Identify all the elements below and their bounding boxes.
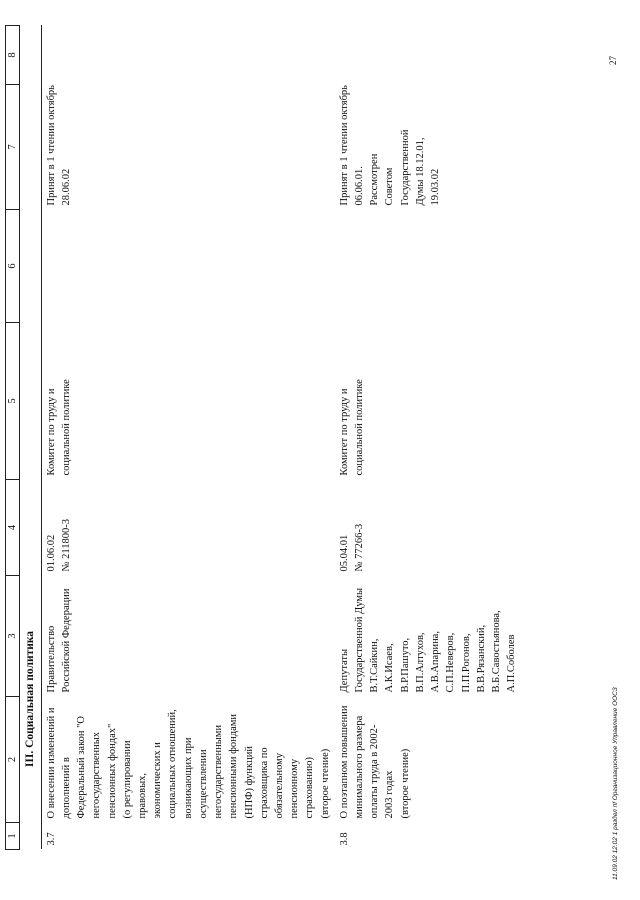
cell-line: А.К.Исаев,: [384, 643, 396, 693]
cell-line: оплаты труда в 2002-: [369, 724, 381, 819]
cell-line: (о регулировании: [121, 740, 133, 819]
bill-committee: [41, 323, 335, 480]
bill-table: [5, 25, 521, 850]
table-row: [335, 26, 522, 850]
cell-line: негосударственными: [213, 724, 225, 819]
cell-line: Российской Федерации: [60, 588, 72, 693]
bill-status: [41, 26, 335, 210]
cell-line: (второе чтение): [399, 748, 411, 819]
cell-line: В.П.Алтухов,: [414, 632, 426, 693]
cell-line: А.В.Апарина,: [430, 631, 442, 693]
cell-line: Государственной Думы: [354, 587, 366, 693]
cell-line: № 77266-3: [354, 523, 366, 572]
cell-line: Комитет по труду и: [45, 388, 57, 476]
cell-line: 06.06.01.: [354, 166, 366, 206]
cell-line: Рассмотрен: [369, 153, 381, 206]
cell-line: В.Т.Сайкин,: [369, 638, 381, 693]
col-header: 4: [6, 480, 20, 576]
cell-line: осуществлении: [197, 749, 209, 819]
bill-initiator: [41, 576, 335, 697]
bill-registration: [41, 480, 335, 576]
cell-line: № 211800-3: [60, 519, 72, 572]
cell-line: Принят в 1 чтении октябрь: [338, 85, 350, 206]
cell-line: В.В.Рязанский,: [475, 624, 487, 693]
cell-line: социальной политике: [354, 379, 366, 476]
cell-line: 19.03.02: [430, 168, 442, 206]
cell-line: Принят в 1 чтении октябрь: [45, 85, 57, 206]
column-header-row: [6, 26, 20, 850]
page-number: 27: [608, 56, 618, 65]
bill-status: [335, 26, 522, 210]
col-header: 6: [6, 210, 20, 323]
cell-line: обязательному: [273, 752, 285, 819]
cell-line: правовых,: [136, 772, 148, 819]
cell-line: пенсионному: [289, 758, 301, 819]
cell-line: социальных отношений,: [167, 709, 179, 819]
cell-line: О поэтапном повышении: [338, 705, 350, 819]
col-header: 8: [6, 26, 20, 85]
cell-line: возникающих при: [182, 737, 194, 819]
footer-note: 11.09.02 12.02 1 раздел пf Организационное Управление ООСЗ: [612, 687, 619, 880]
cell-line: (НПФ) функций: [243, 746, 255, 819]
cell-line: О внесении изменений и: [45, 707, 57, 819]
bill-registration: [335, 480, 522, 576]
cell-line: пенсионных фондах": [106, 723, 118, 819]
col-header: 5: [6, 323, 20, 480]
cell-line: В.Б.Савостьянова,: [491, 610, 503, 693]
col-header: 7: [6, 85, 20, 210]
row-number: 3.7: [45, 832, 57, 846]
cell-line: пенсионными фондами: [228, 713, 240, 819]
cell-line: страхованию): [304, 757, 316, 819]
bill-col6: [335, 210, 522, 323]
section-title: III. Социальная политика: [20, 576, 42, 823]
col-header: 1: [6, 823, 20, 850]
bill-title: [41, 697, 335, 823]
row-number: 3.8: [338, 832, 350, 846]
cell-line: А.П.Соболев: [506, 634, 518, 693]
cell-line: Государственной: [399, 129, 411, 206]
cell-line: С.П.Неверов,: [445, 632, 457, 693]
bill-title: [335, 697, 522, 823]
table-row: [41, 26, 335, 850]
cell-line: Депутаты: [338, 648, 350, 693]
cell-line: Советом: [384, 167, 396, 206]
cell-line: 2003 годах: [384, 770, 396, 819]
cell-line: дополнений в: [60, 757, 72, 819]
cell-line: П.П.Рогонов,: [460, 633, 472, 693]
bill-initiator: [335, 576, 522, 697]
cell-line: минимального размера: [354, 715, 366, 819]
cell-line: социальной политике: [60, 379, 72, 476]
cell-line: Думы 18.12.01,: [414, 137, 426, 206]
section-row: [20, 26, 42, 850]
cell-line: негосударственных: [91, 731, 103, 819]
cell-line: экономических и: [152, 742, 164, 819]
cell-line: В.Р.Пашуто,: [399, 637, 411, 693]
cell-line: 28.06.02: [60, 168, 72, 206]
bill-committee: [335, 323, 522, 480]
cell-line: 01.06.02: [45, 534, 57, 572]
col-header: 2: [6, 697, 20, 823]
cell-line: страховщика по: [258, 747, 270, 819]
bill-col6: [41, 210, 335, 323]
cell-line: 05.04.01: [338, 534, 350, 572]
cell-line: Правительство: [45, 625, 57, 693]
cell-line: Комитет по труду и: [338, 388, 350, 476]
col-header: 3: [6, 576, 20, 697]
cell-line: (второе чтение): [319, 748, 331, 819]
cell-line: Федеральный закон "О: [76, 715, 88, 819]
